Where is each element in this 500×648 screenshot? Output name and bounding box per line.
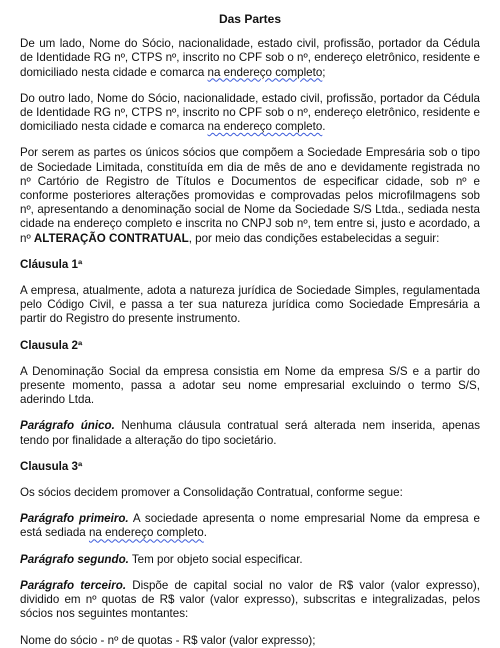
paragraph-label: Parágrafo único. [20, 419, 115, 433]
clause-3-third-paragraph [20, 579, 480, 622]
paragraph-label: Parágrafo terceiro. [20, 578, 127, 592]
preamble-paragraph [20, 146, 480, 245]
clause-3-second-paragraph [20, 553, 480, 567]
paragraph-label: Parágrafo segundo. [20, 552, 129, 566]
clause-2-single-paragraph [20, 419, 480, 447]
paragraph-label: Parágrafo primeiro. [20, 512, 129, 526]
clause-3-heading: Clausula 3ª [20, 459, 83, 473]
party-one-text: De um lado, Nome do Sócio, nacionalidade, estado civil, profissão, portador da Cédula de Identidade RG nº, CTPS nº, inscrito no CPF sob o nº, endereço eletrônico, residente e domiciliado nesta cidade e comarca [20, 37, 480, 79]
preamble-end: , por meio das condições estabelecidas a seguir: [188, 231, 440, 245]
spellcheck-underlined-text: na endereço completo [207, 65, 323, 79]
party-one-paragraph [20, 37, 480, 80]
party-one-end: ; [322, 65, 326, 79]
paragraph-text: A sociedade apresenta o nome empresarial Nome da empresa e está sediada [20, 512, 480, 540]
paragraph-text: Tem por objeto social especificar. [128, 552, 303, 566]
party-two-paragraph [20, 92, 480, 135]
paragraph-text: Nenhuma cláusula contratual será alterada nem inserida, apenas tendo por finalidade a alteração do tipo societário. [20, 419, 481, 447]
partner-quota-line: Nome do sócio - nº de quotas - R$ valor (valor expresso); [20, 633, 316, 647]
clause-3-first-paragraph [20, 512, 480, 540]
party-two-text: Do outro lado, Nome do Sócio, nacionalidade, estado civil, profissão, portador da Cédula de Identidade RG nº, CTPS nº, inscrito no CPF sob o nº, endereço eletrônico, residente e domiciliado nesta cidade e comarca [20, 91, 480, 134]
clause-3-intro: Os sócios decidem promover a Consolidação Contratual, conforme segue: [20, 486, 403, 500]
clause-1-heading: Cláusula 1ª [20, 257, 83, 271]
spellcheck-underlined-text: na endereço completo [207, 120, 323, 134]
party-two-end: . [322, 120, 326, 134]
clause-2-text: A Denominação Social da empresa consistia em Nome da empresa S/S e a partir do presente momento, passa a adotar seu nome empresarial excluindo o termo S/S, aderindo Ltda. [20, 364, 480, 407]
spellcheck-underlined-text: na endereço completo [88, 526, 204, 540]
preamble-text: Por serem as partes os únicos sócios que compõem a Sociedade Empresária sob o tipo de Sociedade Limitada, constituída em dia de mês de ano e devidamente registrada no nº Cartório de Registro de Títulos e Documentos de especificar cidade, sob nº e conforme posteriores alterações promovidas e comprovadas pelos microfilmagens sob nº, apresentando a denominação social de Nome da Sociedade S/S Ltda., sediada nesta cidade na endereço completo e inscrita no CNPJ sob nº, tem entre si, justo e acordado, a nº [20, 146, 480, 245]
preamble-bold-text: ALTERAÇÃO CONTRATUAL [33, 231, 189, 245]
document-title: Das Partes [218, 12, 282, 26]
paragraph-end: . [203, 526, 207, 540]
clause-1-text: A empresa, atualmente, adota a natureza jurídica de Sociedade Simples, regulamentada pelo Código Civil, e passa a ter sua natureza jurídica como Sociedade Empresária a partir do Registro do presente instrumento. [20, 284, 480, 326]
paragraph-text: Dispõe de capital social no valor de R$ valor (valor expresso), dividido em nº quotas de R$ valor (valor expresso), subscritas e integralizadas, pelos sócios nos seguintes montantes: [20, 578, 480, 621]
clause-2-heading: Clausula 2ª [20, 338, 83, 352]
